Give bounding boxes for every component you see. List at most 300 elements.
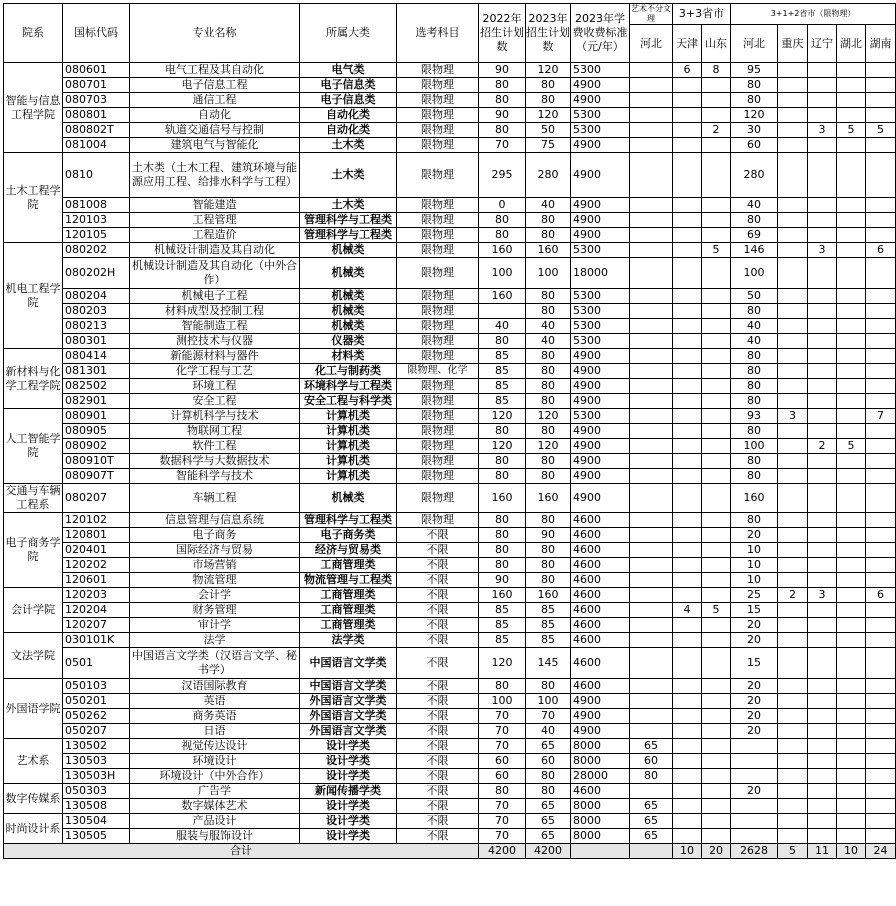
cell-category: 机械类 <box>300 304 397 319</box>
cell-subject: 不限 <box>397 754 479 769</box>
cell-chongqing <box>778 694 808 709</box>
cell-plan-2023: 80 <box>526 228 571 243</box>
cell-chongqing <box>778 63 808 78</box>
cell-major: 数字媒体艺术 <box>130 799 300 814</box>
cell-plan-2023: 80 <box>526 424 571 439</box>
cell-category: 计算机类 <box>300 424 397 439</box>
cell-liaoning <box>808 784 837 799</box>
cell-category: 材料类 <box>300 349 397 364</box>
cell-tianjin <box>673 394 702 409</box>
cell-art-hebei <box>630 289 673 304</box>
cell-plan-2022: 90 <box>479 63 526 78</box>
cell-fee: 4900 <box>571 724 630 739</box>
cell-tianjin <box>673 739 702 754</box>
cell-category: 电子商务类 <box>300 528 397 543</box>
cell-liaoning <box>808 754 837 769</box>
cell-fee: 4900 <box>571 454 630 469</box>
cell-major: 土木类（土木工程、建筑环境与能源应用工程、给排水科学与工程） <box>130 153 300 198</box>
cell-shandong <box>702 258 731 289</box>
cell-chongqing <box>778 633 808 648</box>
cell-hebei: 25 <box>731 588 778 603</box>
header-college: 院系 <box>4 4 63 63</box>
cell-liaoning <box>808 153 837 198</box>
cell-plan-2023: 120 <box>526 439 571 454</box>
cell-shandong <box>702 709 731 724</box>
cell-liaoning <box>808 558 837 573</box>
cell-fee: 5300 <box>571 334 630 349</box>
cell-subject: 不限 <box>397 648 479 679</box>
cell-category: 安全工程与科学类 <box>300 394 397 409</box>
cell-hunan <box>866 364 896 379</box>
total-p22: 4200 <box>479 844 526 859</box>
cell-subject: 限物理 <box>397 334 479 349</box>
cell-category: 设计学类 <box>300 739 397 754</box>
cell-fee: 4600 <box>571 679 630 694</box>
cell-plan-2023: 60 <box>526 754 571 769</box>
cell-plan-2022: 80 <box>479 424 526 439</box>
cell-hunan <box>866 648 896 679</box>
cell-tianjin <box>673 724 702 739</box>
cell-plan-2023: 75 <box>526 138 571 153</box>
cell-art-hebei <box>630 648 673 679</box>
cell-major: 新能源材料与器件 <box>130 349 300 364</box>
cell-plan-2023: 80 <box>526 784 571 799</box>
cell-plan-2022: 120 <box>479 409 526 424</box>
cell-shandong <box>702 78 731 93</box>
total-row <box>4 844 896 859</box>
cell-tianjin <box>673 304 702 319</box>
cell-subject: 不限 <box>397 618 479 633</box>
table-row <box>4 814 896 829</box>
cell-major: 建筑电气与智能化 <box>130 138 300 153</box>
cell-liaoning <box>808 573 837 588</box>
cell-hubei <box>837 138 866 153</box>
cell-subject: 不限 <box>397 829 479 844</box>
cell-code: 080601 <box>63 63 130 78</box>
cell-hubei <box>837 543 866 558</box>
cell-liaoning <box>808 108 837 123</box>
cell-shandong <box>702 754 731 769</box>
cell-hubei <box>837 349 866 364</box>
cell-tianjin <box>673 799 702 814</box>
cell-plan-2023: 80 <box>526 679 571 694</box>
total-hn: 24 <box>866 844 896 859</box>
cell-chongqing <box>778 108 808 123</box>
cell-hunan <box>866 829 896 844</box>
cell-code: 081008 <box>63 198 130 213</box>
header-hubei: 湖北 <box>837 25 866 63</box>
cell-code: 050201 <box>63 694 130 709</box>
cell-chongqing <box>778 814 808 829</box>
enrollment-table-container <box>3 3 896 859</box>
cell-code: 130508 <box>63 799 130 814</box>
cell-major: 物流管理 <box>130 573 300 588</box>
cell-liaoning <box>808 739 837 754</box>
cell-plan-2023: 160 <box>526 243 571 258</box>
cell-fee: 5300 <box>571 409 630 424</box>
cell-art-hebei <box>630 243 673 258</box>
cell-hebei <box>731 754 778 769</box>
cell-hebei <box>731 769 778 784</box>
cell-plan-2022: 80 <box>479 228 526 243</box>
cell-code: 020401 <box>63 543 130 558</box>
table-row <box>4 484 896 513</box>
cell-hunan <box>866 618 896 633</box>
cell-code: 050103 <box>63 679 130 694</box>
cell-category: 工商管理类 <box>300 618 397 633</box>
cell-plan-2023: 80 <box>526 78 571 93</box>
cell-tianjin <box>673 379 702 394</box>
cell-shandong: 5 <box>702 243 731 258</box>
cell-major: 机械电子工程 <box>130 289 300 304</box>
cell-category: 设计学类 <box>300 754 397 769</box>
cell-subject: 限物理 <box>397 469 479 484</box>
cell-fee: 4900 <box>571 213 630 228</box>
cell-category: 管理科学与工程类 <box>300 513 397 528</box>
cell-category: 机械类 <box>300 289 397 304</box>
cell-subject: 不限 <box>397 739 479 754</box>
cell-hebei: 100 <box>731 439 778 454</box>
cell-liaoning <box>808 679 837 694</box>
cell-shandong <box>702 424 731 439</box>
cell-code: 080801 <box>63 108 130 123</box>
cell-code: 080802T <box>63 123 130 138</box>
cell-fee: 4600 <box>571 588 630 603</box>
cell-shandong <box>702 228 731 243</box>
cell-hebei: 10 <box>731 558 778 573</box>
cell-hunan <box>866 543 896 558</box>
header-province-33: 3+3省市 <box>673 4 731 25</box>
cell-plan-2022: 80 <box>479 213 526 228</box>
cell-shandong <box>702 739 731 754</box>
cell-hebei: 120 <box>731 108 778 123</box>
cell-code: 080902 <box>63 439 130 454</box>
cell-category: 土木类 <box>300 153 397 198</box>
table-row <box>4 694 896 709</box>
cell-hebei: 80 <box>731 424 778 439</box>
cell-fee: 4900 <box>571 198 630 213</box>
cell-art-hebei <box>630 618 673 633</box>
cell-major: 日语 <box>130 724 300 739</box>
cell-hubei <box>837 379 866 394</box>
cell-subject: 限物理 <box>397 138 479 153</box>
cell-hunan <box>866 528 896 543</box>
cell-fee: 4600 <box>571 618 630 633</box>
cell-liaoning <box>808 379 837 394</box>
college-name: 智能与信息工程学院 <box>4 63 63 153</box>
cell-art-hebei <box>630 93 673 108</box>
cell-hebei: 280 <box>731 153 778 198</box>
cell-liaoning <box>808 484 837 513</box>
cell-shandong <box>702 138 731 153</box>
cell-subject: 不限 <box>397 709 479 724</box>
cell-subject: 不限 <box>397 799 479 814</box>
cell-plan-2022: 0 <box>479 198 526 213</box>
cell-hubei <box>837 513 866 528</box>
cell-fee: 4600 <box>571 543 630 558</box>
cell-plan-2023: 40 <box>526 319 571 334</box>
cell-category: 自动化类 <box>300 123 397 138</box>
cell-shandong <box>702 93 731 108</box>
cell-code: 080207 <box>63 484 130 513</box>
cell-hebei: 80 <box>731 364 778 379</box>
cell-plan-2022: 70 <box>479 739 526 754</box>
cell-shandong <box>702 588 731 603</box>
cell-major: 机械设计制造及其自动化 <box>130 243 300 258</box>
cell-category: 设计学类 <box>300 769 397 784</box>
cell-plan-2022: 120 <box>479 439 526 454</box>
cell-liaoning: 3 <box>808 123 837 138</box>
cell-plan-2022: 80 <box>479 469 526 484</box>
cell-plan-2023: 80 <box>526 769 571 784</box>
cell-shandong <box>702 528 731 543</box>
cell-hubei: 5 <box>837 123 866 138</box>
cell-fee: 4900 <box>571 153 630 198</box>
cell-category: 中国语言文学类 <box>300 679 397 694</box>
cell-art-hebei <box>630 409 673 424</box>
table-row <box>4 349 896 364</box>
cell-plan-2022: 70 <box>479 724 526 739</box>
cell-hebei: 50 <box>731 289 778 304</box>
college-name: 交通与车辆工程系 <box>5 484 61 511</box>
cell-tianjin <box>673 108 702 123</box>
cell-plan-2022: 90 <box>479 108 526 123</box>
cell-hunan: 5 <box>866 123 896 138</box>
cell-chongqing <box>778 243 808 258</box>
cell-chongqing <box>778 93 808 108</box>
cell-hunan <box>866 724 896 739</box>
table-row <box>4 558 896 573</box>
cell-tianjin <box>673 694 702 709</box>
cell-chongqing <box>778 648 808 679</box>
cell-fee: 4900 <box>571 709 630 724</box>
table-row <box>4 289 896 304</box>
cell-major: 物联网工程 <box>130 424 300 439</box>
cell-chongqing <box>778 724 808 739</box>
cell-plan-2022: 80 <box>479 334 526 349</box>
cell-liaoning <box>808 603 837 618</box>
table-row <box>4 213 896 228</box>
enrollment-plan-table <box>3 3 896 859</box>
cell-shandong <box>702 334 731 349</box>
cell-hebei: 10 <box>731 573 778 588</box>
cell-shandong <box>702 304 731 319</box>
cell-chongqing <box>778 543 808 558</box>
cell-liaoning <box>808 543 837 558</box>
cell-chongqing <box>778 258 808 289</box>
cell-plan-2022: 85 <box>479 379 526 394</box>
cell-liaoning <box>808 709 837 724</box>
cell-plan-2022: 85 <box>479 633 526 648</box>
cell-fee: 4600 <box>571 633 630 648</box>
college-name: 时尚设计系 <box>4 814 63 844</box>
college-name: 数字传媒系 <box>4 784 63 814</box>
cell-tianjin <box>673 439 702 454</box>
cell-subject: 限物理 <box>397 289 479 304</box>
cell-hebei: 60 <box>731 138 778 153</box>
cell-plan-2023: 120 <box>526 108 571 123</box>
cell-hebei: 80 <box>731 454 778 469</box>
table-row <box>4 769 896 784</box>
cell-category: 工商管理类 <box>300 588 397 603</box>
cell-code: 080204 <box>63 289 130 304</box>
cell-liaoning <box>808 769 837 784</box>
cell-hebei: 20 <box>731 784 778 799</box>
cell-fee: 8000 <box>571 754 630 769</box>
cell-chongqing <box>778 78 808 93</box>
cell-subject: 限物理 <box>397 198 479 213</box>
cell-major: 安全工程 <box>130 394 300 409</box>
cell-subject: 不限 <box>397 588 479 603</box>
cell-art-hebei: 60 <box>630 754 673 769</box>
cell-major: 工程管理 <box>130 213 300 228</box>
cell-plan-2022: 85 <box>479 349 526 364</box>
cell-liaoning <box>808 528 837 543</box>
cell-shandong <box>702 213 731 228</box>
cell-category: 电气类 <box>300 63 397 78</box>
cell-category: 法学类 <box>300 633 397 648</box>
cell-chongqing <box>778 123 808 138</box>
cell-art-hebei: 65 <box>630 829 673 844</box>
cell-plan-2022: 160 <box>479 484 526 513</box>
cell-category: 土木类 <box>300 138 397 153</box>
cell-hebei: 40 <box>731 198 778 213</box>
cell-shandong <box>702 829 731 844</box>
cell-art-hebei <box>630 138 673 153</box>
cell-hubei <box>837 784 866 799</box>
cell-plan-2022: 85 <box>479 603 526 618</box>
cell-hunan <box>866 709 896 724</box>
table-row <box>4 198 896 213</box>
cell-tianjin <box>673 558 702 573</box>
total-hubei: 10 <box>837 844 866 859</box>
cell-art-hebei <box>630 558 673 573</box>
cell-hubei <box>837 198 866 213</box>
cell-plan-2022: 120 <box>479 648 526 679</box>
cell-hunan <box>866 799 896 814</box>
college-name: 机电工程学院 <box>4 243 63 349</box>
cell-hunan: 6 <box>866 588 896 603</box>
cell-hubei <box>837 469 866 484</box>
cell-hubei <box>837 648 866 679</box>
cell-subject: 限物理 <box>397 513 479 528</box>
cell-liaoning: 3 <box>808 243 837 258</box>
header-art: 艺术不分文理 <box>631 4 671 23</box>
cell-liaoning <box>808 304 837 319</box>
cell-shandong <box>702 799 731 814</box>
cell-art-hebei <box>630 78 673 93</box>
table-row <box>4 394 896 409</box>
cell-liaoning <box>808 289 837 304</box>
cell-chongqing <box>778 424 808 439</box>
cell-hubei <box>837 814 866 829</box>
cell-plan-2022: 160 <box>479 588 526 603</box>
cell-art-hebei <box>630 123 673 138</box>
cell-tianjin <box>673 334 702 349</box>
cell-chongqing <box>778 454 808 469</box>
cell-category: 计算机类 <box>300 409 397 424</box>
cell-major: 通信工程 <box>130 93 300 108</box>
cell-liaoning <box>808 409 837 424</box>
table-row <box>4 633 896 648</box>
cell-shandong <box>702 364 731 379</box>
table-row <box>4 618 896 633</box>
cell-major: 环境设计（中外合作） <box>130 769 300 784</box>
cell-major: 智能建造 <box>130 198 300 213</box>
cell-hubei <box>837 588 866 603</box>
cell-subject: 限物理 <box>397 258 479 289</box>
cell-code: 130505 <box>63 829 130 844</box>
cell-chongqing <box>778 679 808 694</box>
table-row <box>4 739 896 754</box>
cell-tianjin <box>673 754 702 769</box>
cell-subject: 不限 <box>397 769 479 784</box>
cell-art-hebei <box>630 484 673 513</box>
cell-hebei: 80 <box>731 469 778 484</box>
cell-subject: 限物理 <box>397 78 479 93</box>
header-tianjin: 天津 <box>673 25 702 63</box>
cell-tianjin <box>673 648 702 679</box>
table-row <box>4 469 896 484</box>
cell-tianjin <box>673 228 702 243</box>
cell-subject: 不限 <box>397 679 479 694</box>
cell-subject: 限物理 <box>397 484 479 513</box>
cell-subject: 不限 <box>397 724 479 739</box>
cell-art-hebei: 80 <box>630 769 673 784</box>
cell-plan-2023: 40 <box>526 334 571 349</box>
cell-shandong <box>702 319 731 334</box>
cell-major: 产品设计 <box>130 814 300 829</box>
cell-plan-2023: 80 <box>526 394 571 409</box>
cell-hubei <box>837 603 866 618</box>
cell-fee: 4600 <box>571 648 630 679</box>
cell-shandong <box>702 769 731 784</box>
cell-hunan <box>866 739 896 754</box>
table-row <box>4 138 896 153</box>
cell-shandong <box>702 289 731 304</box>
cell-hubei <box>837 724 866 739</box>
table-row <box>4 379 896 394</box>
cell-hebei <box>731 799 778 814</box>
table-row <box>4 93 896 108</box>
cell-hunan <box>866 469 896 484</box>
cell-hunan <box>866 394 896 409</box>
cell-art-hebei <box>630 469 673 484</box>
cell-plan-2022: 100 <box>479 258 526 289</box>
cell-hunan <box>866 108 896 123</box>
cell-category: 机械类 <box>300 484 397 513</box>
table-row <box>4 573 896 588</box>
cell-category: 经济与贸易类 <box>300 543 397 558</box>
table-row <box>4 724 896 739</box>
cell-hunan: 6 <box>866 243 896 258</box>
cell-plan-2022: 295 <box>479 153 526 198</box>
college-name: 艺术系 <box>4 739 63 784</box>
cell-code: 082901 <box>63 394 130 409</box>
cell-category: 计算机类 <box>300 439 397 454</box>
cell-liaoning <box>808 633 837 648</box>
cell-code: 120105 <box>63 228 130 243</box>
cell-code: 080301 <box>63 334 130 349</box>
cell-tianjin: 6 <box>673 63 702 78</box>
cell-subject: 不限 <box>397 694 479 709</box>
cell-code: 081301 <box>63 364 130 379</box>
cell-subject: 限物理 <box>397 123 479 138</box>
table-row <box>4 799 896 814</box>
cell-tianjin <box>673 243 702 258</box>
cell-fee: 5300 <box>571 63 630 78</box>
cell-hebei: 80 <box>731 213 778 228</box>
